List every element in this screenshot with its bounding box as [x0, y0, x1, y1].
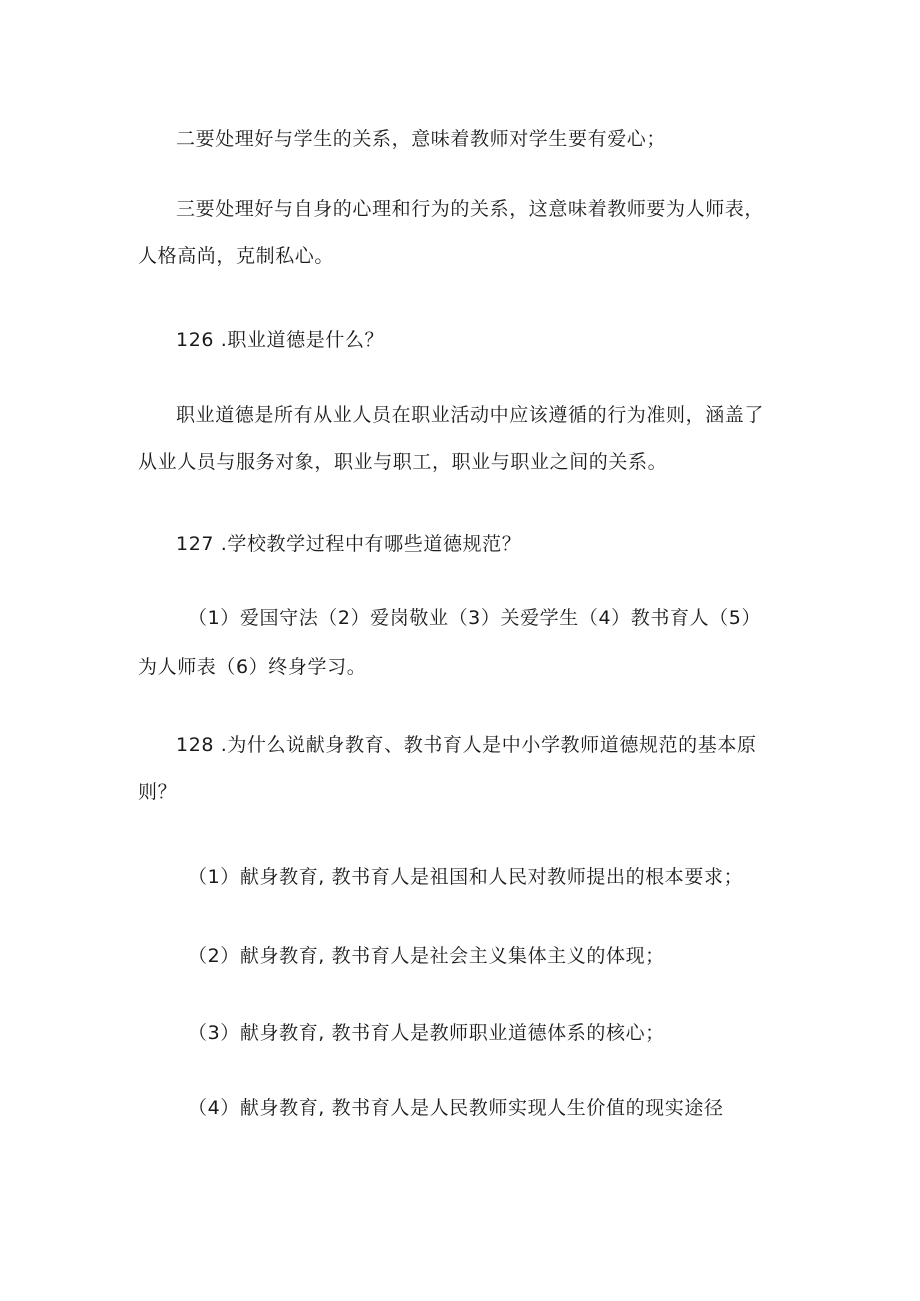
question-heading: 127 .学校教学过程中有哪些道德规范？ — [176, 533, 522, 555]
question-heading: 128 .为什么说献身教育、教书育人是中小学教师道德规范的基本原 — [176, 734, 757, 756]
list-item: （2）献身教育, 教书育人是社会主义集体主义的体现； — [188, 945, 665, 967]
question-heading-continued: 则？ — [138, 781, 178, 803]
list-item: （4）献身教育, 教书育人是人民教师实现人生价值的现实途径 — [188, 1097, 724, 1119]
question-heading: 126 .职业道德是什么？ — [176, 329, 385, 351]
paragraph-line: 人格高尚，克制私心。 — [138, 245, 335, 267]
list-item: （1）献身教育, 教书育人是祖国和人民对教师提出的根本要求； — [188, 866, 744, 888]
paragraph-line: 为人师表（6）终身学习。 — [138, 656, 367, 678]
paragraph-line: 二要处理好与学生的关系，意味着教师对学生要有爱心； — [176, 128, 667, 150]
paragraph-line: 职业道德是所有从业人员在职业活动中应该遵循的行为准则，涵盖了 — [176, 404, 765, 426]
paragraph-line: （1）爱国守法（2）爱岗敬业（3）关爱学生（4）教书育人（5） — [188, 607, 762, 629]
list-item: （3）献身教育, 教书育人是教师职业道德体系的核心； — [188, 1022, 665, 1044]
paragraph-line: 三要处理好与自身的心理和行为的关系，这意味着教师要为人师表， — [176, 198, 765, 220]
paragraph-line: 从业人员与服务对象，职业与职工，职业与职业之间的关系。 — [138, 451, 668, 473]
